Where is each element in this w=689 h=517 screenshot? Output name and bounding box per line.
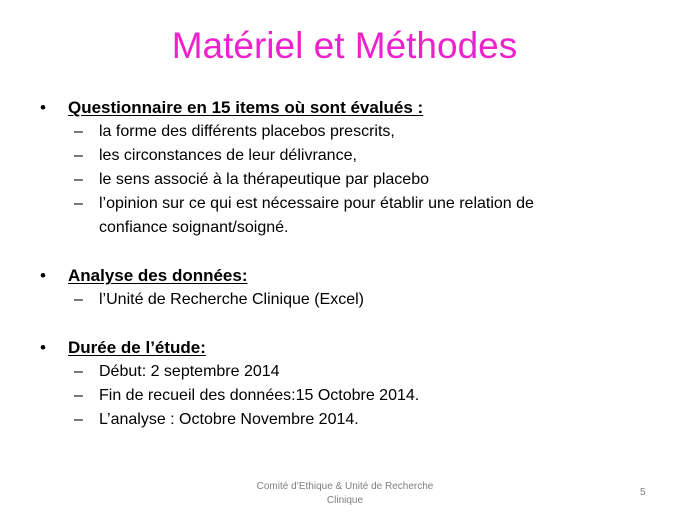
slide-content	[38, 96, 658, 456]
dash-icon: –	[74, 411, 83, 428]
dash-icon: –	[74, 123, 83, 140]
bullet-icon: •	[40, 338, 46, 357]
list-item	[38, 360, 599, 384]
dash-icon: –	[74, 387, 83, 404]
section-heading	[38, 264, 658, 288]
dash-icon: –	[74, 195, 83, 212]
list-item-text: la forme des différents placebos prescrits,	[99, 123, 395, 140]
list-item-text: le sens associé à la thérapeutique par placebo	[99, 171, 429, 188]
sub-list	[38, 360, 658, 432]
section-heading-text: Analyse des données:	[68, 266, 248, 285]
section-heading-text: Durée de l’étude:	[68, 338, 206, 357]
list-item-text: l’Unité de Recherche Clinique (Excel)	[99, 291, 365, 308]
section-questionnaire	[38, 96, 658, 240]
list-item-text: l’opinion sur ce qui est nécessaire pour établir une relation de confiance soignant/soigné.	[99, 195, 534, 236]
list-item-text: Début: 2 septembre 2014	[99, 363, 280, 380]
list-item	[38, 288, 599, 312]
section-analyse	[38, 264, 658, 312]
list-item-text: Fin de recueil des données:15 Octobre 2014.	[99, 387, 420, 404]
section-heading	[38, 96, 658, 120]
list-item	[38, 192, 599, 240]
list-item	[38, 408, 599, 432]
bullet-icon: •	[40, 266, 46, 285]
dash-icon: –	[74, 147, 83, 164]
dash-icon: –	[74, 363, 83, 380]
section-heading-text: Questionnaire en 15 items où sont évalués :	[68, 98, 424, 117]
slide-title: Matériel et Méthodes	[171, 25, 518, 66]
list-item	[38, 144, 599, 168]
section-heading	[38, 336, 658, 360]
sub-list	[38, 120, 658, 240]
section-duree	[38, 336, 658, 432]
page-number: 5	[640, 487, 646, 498]
bullet-icon: •	[40, 98, 46, 117]
dash-icon: –	[74, 171, 83, 188]
list-item	[38, 120, 599, 144]
dash-icon: –	[74, 291, 83, 308]
list-item	[38, 384, 599, 408]
sub-list	[38, 288, 658, 312]
footer-text: Comité d’Ethique & Unité de Recherche Clinique	[256, 481, 434, 506]
list-item-text: L’analyse : Octobre Novembre 2014.	[99, 411, 359, 428]
list-item	[38, 168, 599, 192]
list-item-text: les circonstances de leur délivrance,	[99, 147, 357, 164]
